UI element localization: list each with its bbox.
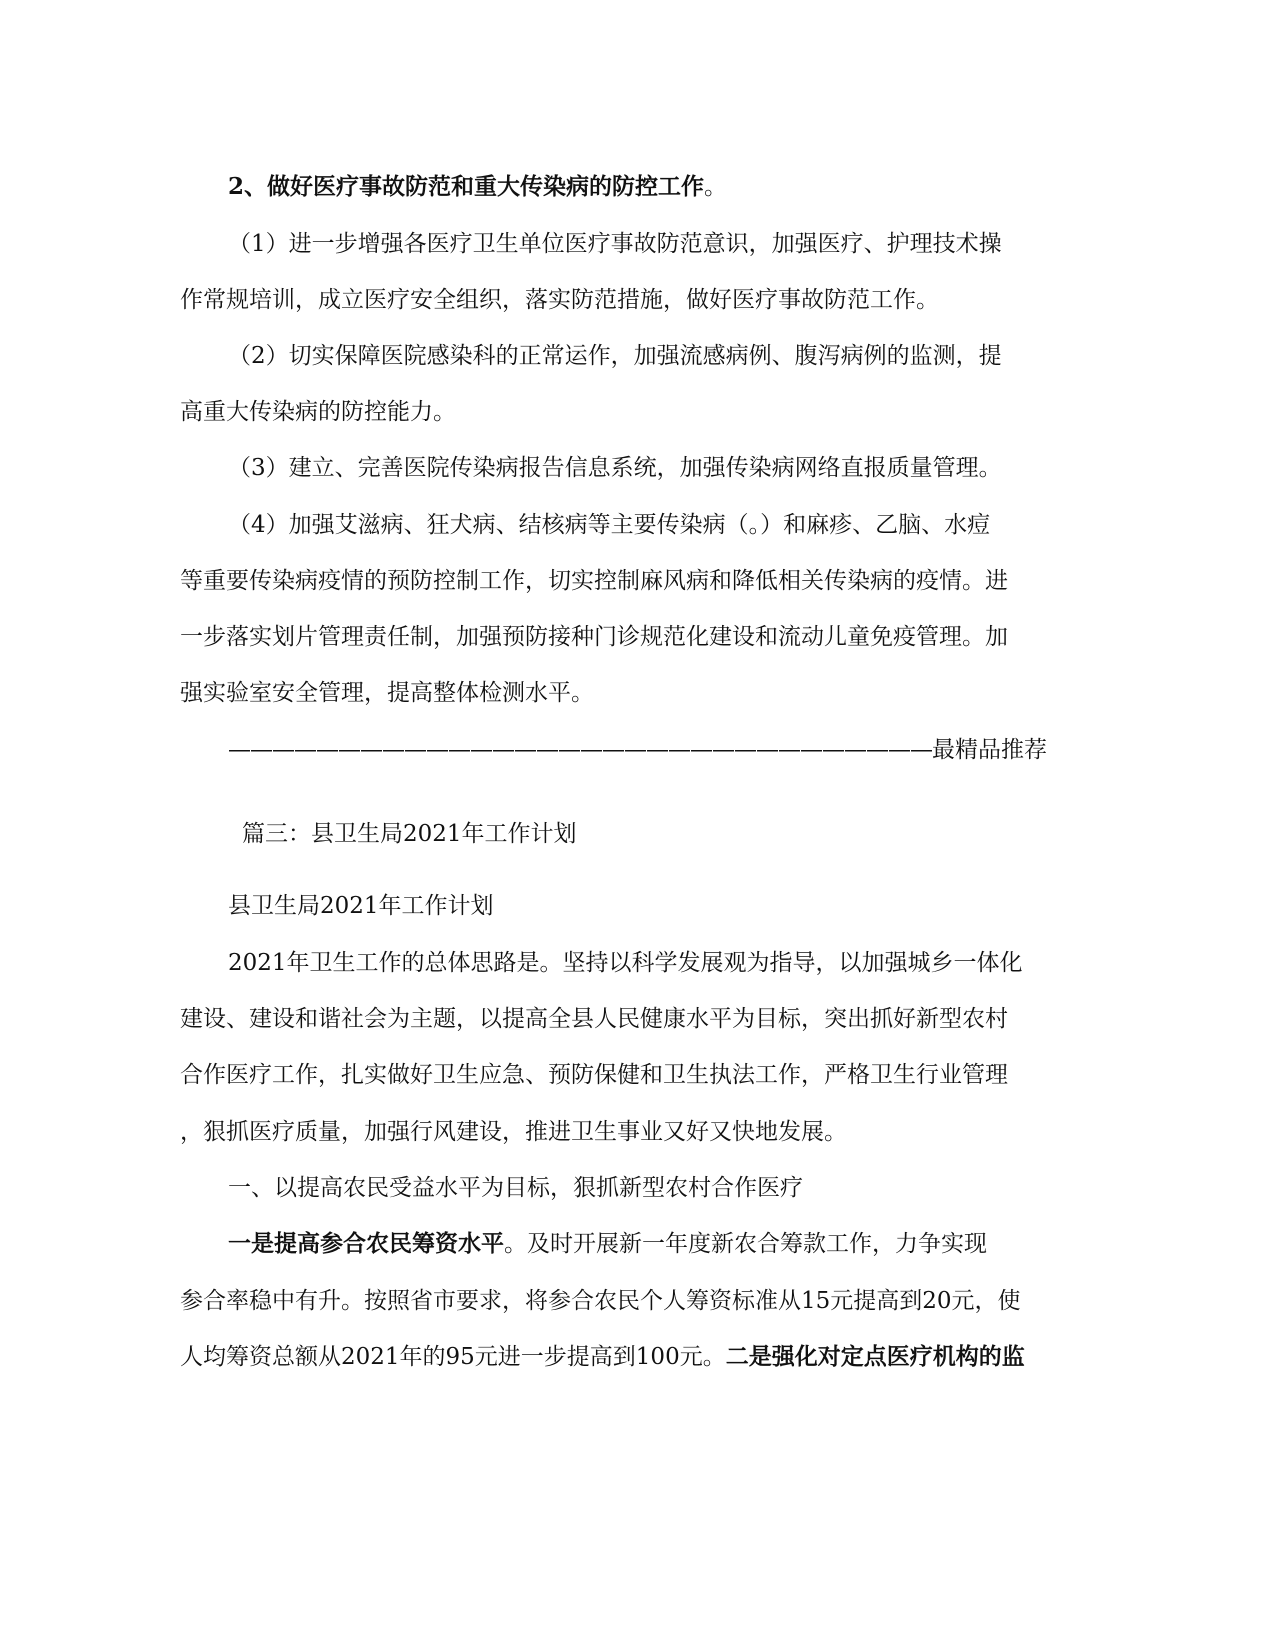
paragraph-line xyxy=(180,1341,1025,1373)
document-title: 县卫生局2021年工作计划 xyxy=(228,893,494,919)
paragraph-text: 人均筹资总额从2021年的95元进一步提高到100元。 xyxy=(180,1344,726,1370)
paragraph-line: 合作医疗工作，扎实做好卫生应急、预防保健和卫生执法工作，严格卫生行业管理 xyxy=(180,1062,1008,1088)
recommend-separator xyxy=(228,734,1047,766)
paragraph-line: 2021年卫生工作的总体思路是。坚持以科学发展观为指导，以加强城乡一体化 xyxy=(228,950,1023,976)
paragraph-line: 参合率稳中有升。按照省市要求，将参合农民个人筹资标准从15元提高到20元，使 xyxy=(180,1288,1021,1314)
part-heading: 篇三：县卫生局2021年工作计划 xyxy=(242,821,577,847)
recommend-label: 最精品推荐 xyxy=(932,737,1047,763)
paragraph-line: （2）切实保障医院感染科的正常运作，加强流感病例、腹泻病例的监测，提 xyxy=(228,343,1002,369)
paragraph-line: （1）进一步增强各医疗卫生单位医疗事故防范意识，加强医疗、护理技术操 xyxy=(228,231,1002,257)
section-heading-text: 2、做好医疗事故防范和重大传染病的防控工作 xyxy=(228,173,705,200)
paragraph-line: （4）加强艾滋病、狂犬病、结核病等主要传染病（。）和麻疹、乙脑、水痘 xyxy=(228,512,991,538)
separator-dash-line: ———————————————————————————————— xyxy=(228,737,932,763)
paragraph-line: （3）建立、完善医院传染病报告信息系统，加强传染病网络直报质量管理。 xyxy=(228,455,1002,481)
section-heading xyxy=(228,171,727,203)
paragraph-line: 高重大传染病的防控能力。 xyxy=(180,399,456,425)
paragraph-text: 。及时开展新一年度新农合筹款工作，力争实现 xyxy=(504,1231,987,1257)
paragraph-line: 作常规培训，成立医疗安全组织，落实防范措施，做好医疗事故防范工作。 xyxy=(180,287,939,313)
section-heading-tail: 。 xyxy=(704,174,728,200)
paragraph-line: ，狠抓医疗质量，加强行风建设，推进卫生事业又好又快地发展。 xyxy=(180,1119,847,1145)
paragraph-line xyxy=(228,1228,987,1260)
paragraph-line: 强实验室安全管理，提高整体检测水平。 xyxy=(180,680,594,706)
point-heading: 一、以提高农民受益水平为目标，狠抓新型农村合作医疗 xyxy=(228,1175,803,1201)
paragraph-line: 一步落实划片管理责任制，加强预防接种门诊规范化建设和流动儿童免疫管理。加 xyxy=(180,624,1008,650)
paragraph-line: 建设、建设和谐社会为主题，以提高全县人民健康水平为目标，突出抓好新型农村 xyxy=(180,1006,1008,1032)
paragraph-line: 等重要传染病疫情的预防控制工作，切实控制麻风病和降低相关传染病的疫情。进 xyxy=(180,568,1008,594)
bold-phrase: 二是强化对定点医疗机构的监 xyxy=(725,1343,1025,1370)
bold-phrase: 一是提高参合农民筹资水平 xyxy=(228,1230,504,1257)
